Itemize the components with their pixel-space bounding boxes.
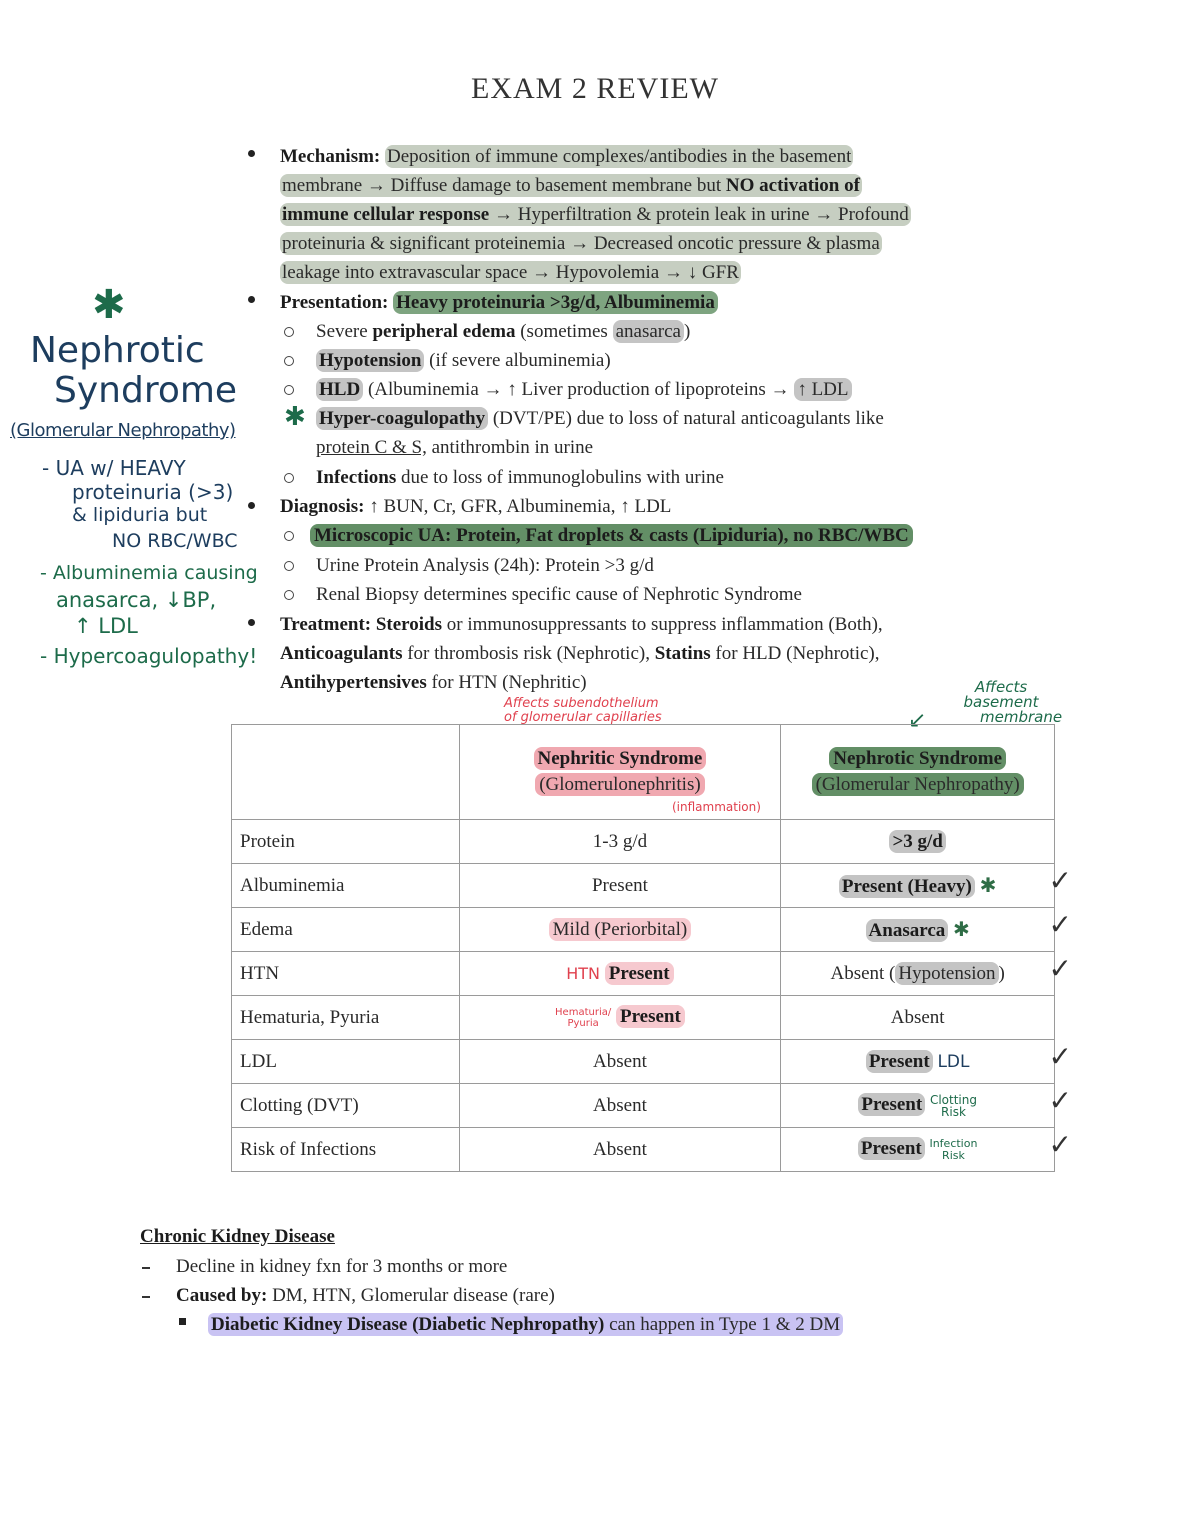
diagnosis-biopsy: Renal Biopsy determines specific cause of Nephrotic Syndrome [316,584,802,605]
table-row [232,1128,1055,1172]
infections-text: due to loss of immunoglobulins with urine [396,467,724,488]
ckd-title-text: Chronic Kidney Disease [140,1226,335,1247]
ckd-title [140,1222,335,1251]
mechanism-line-3-bold: immune cellular response [282,204,490,225]
row-label: Risk of Infections [232,1128,460,1172]
dash-bullet [142,1267,150,1269]
header-nephrotic [781,725,1055,820]
nephrotic-value: Present [866,1050,933,1073]
hld-text: (Albuminemia → ↑ Liver production of lipoproteins → [363,379,795,400]
infection-note [929,1138,977,1162]
margin-note-8: - Hypercoagulopathy! [40,644,258,668]
nephritic-cell: Absent [459,1128,781,1172]
inflammation-note: (inflammation) [672,800,761,814]
nephrotic-annotation [940,680,1062,725]
hypotension-bold: Hypotension [316,349,424,372]
row-label: LDL [232,1040,460,1084]
check-icon: ✓ [1048,908,1072,941]
comparison-table [231,724,1072,1172]
mechanism-line-3: → Hyperfiltration & protein leak in urine → Profound [489,204,909,225]
margin-subtitle: (Glomerular Nephropathy) [10,420,236,441]
nephrotic-value: Present [858,1093,925,1116]
nephritic-annotation [504,697,662,725]
diagnosis-line [280,492,671,521]
table-row [232,952,1055,996]
dash-bullet [142,1296,150,1298]
nephrotic-cell [781,1128,1072,1172]
sub-bullet [284,356,294,366]
page-title: EXAM 2 REVIEW [471,72,719,105]
clot-note-2: Risk [941,1104,966,1119]
diagnosis-micro [310,521,913,550]
nephrotic-cell: Absent [781,996,1055,1040]
square-bullet [179,1318,186,1325]
check-icon: ✓ [1048,1084,1072,1117]
inf-note-2: Risk [942,1148,965,1162]
nephritic-subtitle: (Glomerulonephritis) [535,773,704,796]
row-label: HTN [232,952,460,996]
presentation-label: Presentation: [280,292,389,313]
table-header-row [232,725,1055,820]
margin-note-4: NO RBC/WBC [112,530,238,552]
header-empty [232,725,460,820]
presentation-infections [316,463,724,492]
diagnosis-label: Diagnosis: [280,496,365,517]
mechanism-line-2-bold: NO activation of [725,175,860,196]
nephrotic-cell [781,952,1072,996]
nephrotic-cell [781,864,1072,908]
mechanism-line-1: Deposition of immune complexes/antibodies in the basement [387,146,852,167]
coag-bold: Hyper-coagulopathy [316,407,488,430]
bullet [248,296,255,303]
nephrotic-close: ) [998,962,1005,984]
check-icon: ✓ [1048,864,1072,897]
edema-close: ) [683,321,691,342]
infections-bold: Infections [316,467,397,488]
presentation-hypotension [316,346,611,375]
star-icon: ✱ [284,402,306,432]
ckd-line-2 [176,1281,555,1310]
ckd-line-1: Decline in kidney fxn for 3 months or more [176,1256,508,1277]
nephrotic-value: Present (Heavy) [839,875,975,898]
margin-note-5: - Albuminemia causing [40,562,258,584]
dkd-text: can happen in Type 1 & 2 DM [604,1314,841,1335]
caused-by-bold: Caused by: [176,1285,268,1306]
treatment-text-3: for HLD (Nephrotic), [710,643,880,664]
microscopic-ua-highlight: Microscopic UA: Protein, Fat droplets & casts (Lipiduria), no RBC/WBC [310,524,913,547]
htn-note: HTN [566,963,601,983]
nephrotic-cell [781,1084,1072,1128]
protein-c-s: protein C & S, [316,437,427,458]
nephrotic-value: >3 g/d [889,830,945,853]
margin-note-1: - UA w/ HEAVY [42,456,186,480]
sub-bullet [284,561,294,571]
edema-text: Severe [316,321,373,342]
nephritic-title: Nephritic Syndrome [534,747,707,770]
anticoagulants-bold: Anticoagulants [280,643,403,664]
margin-title-1: Nephrotic [30,330,205,371]
nephrotic-text: Absent ( [830,962,896,984]
annotation-right-3: membrane [980,708,1063,726]
statins-bold: Statins [654,643,711,664]
nephritic-cell [459,908,781,952]
diagnosis-urine: Urine Protein Analysis (24h): Protein >3 g/d [316,555,654,576]
nephrotic-subtitle: (Glomerular Nephropathy) [812,773,1024,796]
sub-bullet [284,590,294,600]
edema-text-2: (sometimes [515,321,613,342]
arrow-icon: ↙ [908,708,927,733]
mechanism-line-5: leakage into extravascular space → Hypovolemia → ↓ GFR [282,262,739,283]
nephrotic-value: Present [858,1137,925,1160]
annotation-line-2: of glomerular capillaries [504,710,662,725]
sub-bullet [284,531,294,541]
annotation-right-1: Affects [974,678,1028,696]
table-row [232,820,1055,864]
mechanism-line-4: proteinuria & significant proteinemia → Decreased oncotic pressure & plasma [282,233,880,254]
margin-note-2: proteinuria (>3) [72,480,234,504]
caused-by-text: DM, HTN, Glomerular disease (rare) [267,1285,555,1306]
nephritic-cell: 1-3 g/d [459,820,781,864]
hem-note-1: Hematuria/ [555,1006,612,1018]
treatment-text-2: for thrombosis risk (Nephrotic), [402,643,655,664]
dkd-bold: Diabetic Kidney Disease (Diabetic Nephropathy) [211,1314,605,1335]
margin-title-2: Syndrome [54,370,238,411]
nephrotic-cell [781,820,1055,864]
coag-text: (DVT/PE) due to loss of natural anticoagulants like [488,408,884,429]
ldl-highlight: ↑ LDL [794,378,851,401]
coag-text-2: antithrombin in urine [426,437,594,458]
hypotension-highlight: Hypotension [895,962,998,985]
presentation-highlight: Heavy proteinuria >3g/d, Albuminemia [393,291,718,314]
bullet [248,619,255,626]
header-nephritic [459,725,781,820]
nephrotic-cell [781,1040,1072,1084]
margin-note-7: ↑ LDL [74,614,138,638]
table-row [232,1040,1055,1084]
nephritic-value: Present [616,1005,685,1028]
table-row [232,864,1055,908]
row-label: Edema [232,908,460,952]
ckd-line-3 [208,1310,843,1339]
hld-bold: HLD [316,378,363,401]
nephritic-value: Present [605,962,674,985]
mechanism-line-2: membrane → Diffuse damage to basement membrane but [282,175,726,196]
inf-note-1: Infection [929,1136,978,1150]
mechanism-label: Mechanism: [280,146,381,167]
presentation-line [280,288,718,317]
check-icon: ✓ [1048,952,1072,985]
annotation-right-2: basement [963,693,1039,711]
treatment-label: Treatment: [280,614,372,635]
nephritic-cell: Absent [459,1084,781,1128]
nephritic-cell [459,952,781,996]
treatment-text-4: for HTN (Nephritic) [426,672,587,693]
table-row [232,1084,1055,1128]
row-label: Albuminemia [232,864,460,908]
row-label: Protein [232,820,460,864]
hypotension-text: (if severe albuminemia) [424,350,611,371]
presentation-coagulopathy [316,404,884,433]
sub-bullet [284,327,294,337]
hem-note-2: Pyuria [567,1017,599,1029]
row-label: Clotting (DVT) [232,1084,460,1128]
annotation-line-1: Affects subendothelium [504,696,659,711]
nephritic-value: Mild (Periorbital) [549,918,692,941]
nephritic-cell: Absent [459,1040,781,1084]
nephrotic-title: Nephrotic Syndrome [829,747,1006,770]
edema-bold: peripheral edema [372,321,516,342]
clotting-note [930,1094,977,1118]
diagnosis-text: ↑ BUN, Cr, GFR, Albuminemia, ↑ LDL [364,496,672,517]
nephritic-cell [459,996,781,1040]
presentation-coagulopathy-2 [316,433,593,462]
table-row [232,908,1055,952]
margin-star-icon: ✱ [92,282,126,328]
star-icon: ✱ [953,917,970,941]
steroids-bold: Steroids [371,614,443,635]
presentation-hld [316,375,852,404]
margin-note-6: anasarca, ↓BP, [56,588,217,612]
sub-bullet [284,473,294,483]
table-row [232,996,1055,1040]
treatment-text-1: or immunosuppressants to suppress inflammation (Both), [442,614,883,635]
anasarca-highlight: anasarca [613,320,684,343]
bullet [248,502,255,509]
clot-note-1: Clotting [929,1092,977,1107]
nephrotic-cell [781,908,1072,952]
nephritic-cell: Present [459,864,781,908]
presentation-edema [316,317,690,346]
bullet [248,150,255,157]
mechanism-paragraph [280,142,1080,287]
row-label: Hematuria, Pyuria [232,996,460,1040]
check-icon: ✓ [1048,1128,1072,1161]
hematuria-note [555,1007,611,1029]
margin-note-3: & lipiduria but [72,504,208,526]
sub-bullet [284,385,294,395]
antihypertensives-bold: Antihypertensives [280,672,427,693]
star-icon: ✱ [979,873,997,897]
check-icon: ✓ [1048,1040,1072,1073]
ldl-note: LDL [937,1051,970,1072]
nephrotic-value: Anasarca [866,919,949,942]
